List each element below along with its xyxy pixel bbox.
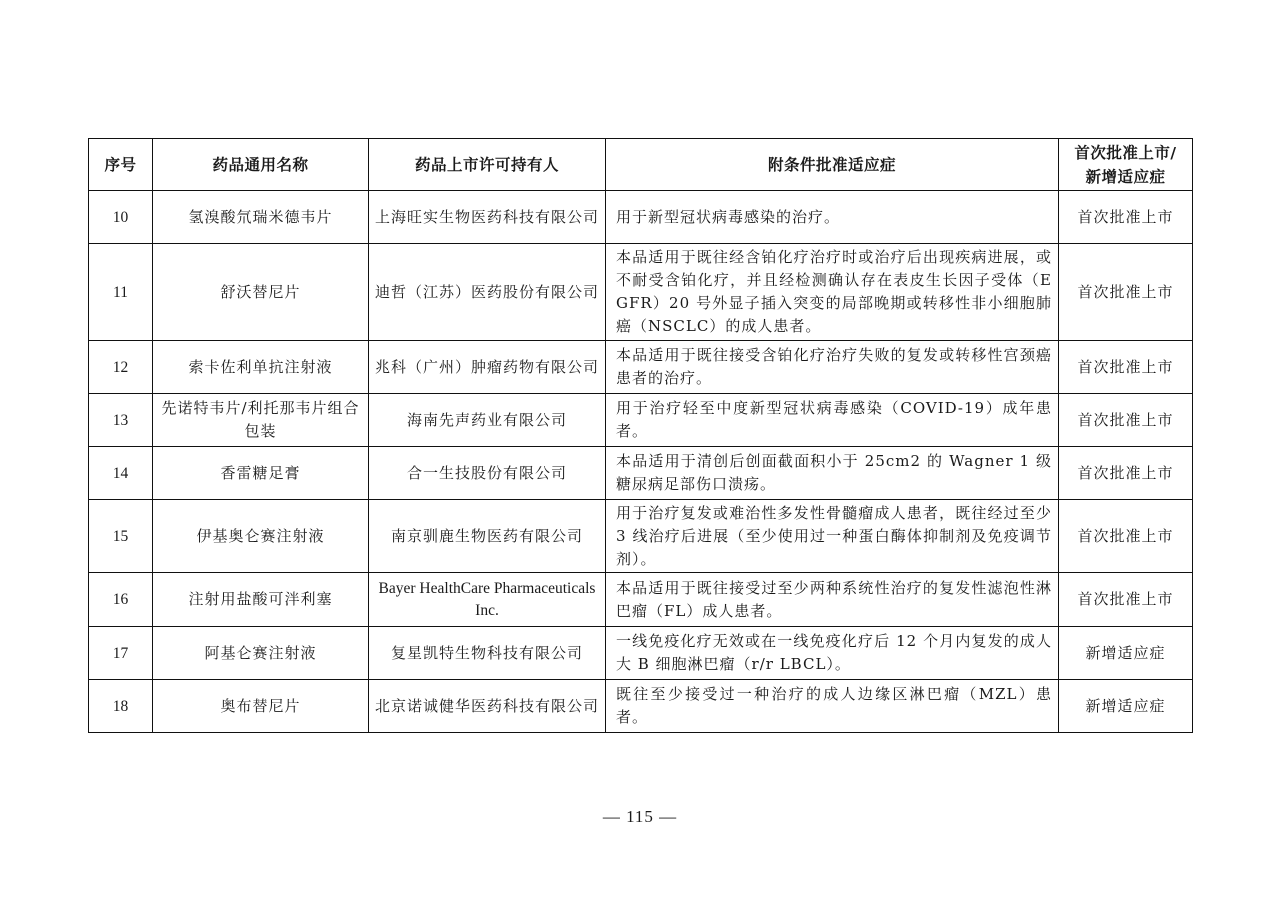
table-row (89, 244, 1193, 341)
license-holder: 南京驯鹿生物医药有限公司 (369, 500, 606, 573)
header-drug-name: 药品通用名称 (153, 139, 369, 191)
header-license-holder: 药品上市许可持有人 (369, 139, 606, 191)
indication: 用于治疗复发或难治性多发性骨髓瘤成人患者，既往经过至少 3 线治疗后进展（至少使用过一种蛋白酶体抑制剂及免疫调节剂）。 (606, 500, 1059, 573)
row-number: 17 (89, 627, 153, 680)
row-number: 12 (89, 341, 153, 394)
license-holder: Bayer HealthCare Pharmaceuticals Inc. (369, 573, 606, 627)
indication: 用于治疗轻至中度新型冠状病毒感染（COVID-19）成年患者。 (606, 394, 1059, 447)
drug-name: 香雷糖足膏 (153, 447, 369, 500)
indication: 本品适用于既往接受过至少两种系统性治疗的复发性滤泡性淋巴瘤（FL）成人患者。 (606, 573, 1059, 627)
row-number: 13 (89, 394, 153, 447)
indication: 一线免疫化疗无效或在一线免疫化疗后 12 个月内复发的成人大 B 细胞淋巴瘤（r/r LBCL）。 (606, 627, 1059, 680)
license-holder: 复星凯特生物科技有限公司 (369, 627, 606, 680)
drug-approval-table (88, 138, 1193, 733)
table-row (89, 191, 1193, 244)
row-number: 16 (89, 573, 153, 627)
approval-type: 首次批准上市 (1059, 447, 1193, 500)
license-holder: 合一生技股份有限公司 (369, 447, 606, 500)
row-number: 11 (89, 244, 153, 341)
table-header-row (89, 139, 1193, 191)
drug-name: 先诺特韦片/利托那韦片组合包装 (153, 394, 369, 447)
approval-type: 新增适应症 (1059, 627, 1193, 680)
indication: 本品适用于清创后创面截面积小于 25cm2 的 Wagner 1 级糖尿病足部伤口溃疡。 (606, 447, 1059, 500)
approval-type: 首次批准上市 (1059, 341, 1193, 394)
drug-name: 舒沃替尼片 (153, 244, 369, 341)
license-holder: 海南先声药业有限公司 (369, 394, 606, 447)
approval-type: 首次批准上市 (1059, 500, 1193, 573)
indication: 本品适用于既往经含铂化疗治疗时或治疗后出现疾病进展，或不耐受含铂化疗，并且经检测确认存在表皮生长因子受体（EGFR）20 号外显子插入突变的局部晚期或转移性非小细胞肺癌（NSCLC）的成人患者。 (606, 244, 1059, 341)
drug-name: 注射用盐酸可泮利塞 (153, 573, 369, 627)
indication: 用于新型冠状病毒感染的治疗。 (606, 191, 1059, 244)
license-holder: 北京诺诚健华医药科技有限公司 (369, 680, 606, 733)
header-indication: 附条件批准适应症 (606, 139, 1059, 191)
row-number: 10 (89, 191, 153, 244)
table-row (89, 500, 1193, 573)
approval-type: 首次批准上市 (1059, 394, 1193, 447)
table-row (89, 573, 1193, 627)
header-approval-type-line1: 首次批准上市/ (1074, 143, 1177, 162)
approval-type: 新增适应症 (1059, 680, 1193, 733)
table-row (89, 394, 1193, 447)
header-serial-number: 序号 (89, 139, 153, 191)
approval-type: 首次批准上市 (1059, 191, 1193, 244)
approval-type: 首次批准上市 (1059, 244, 1193, 341)
row-number: 15 (89, 500, 153, 573)
indication: 既往至少接受过一种治疗的成人边缘区淋巴瘤（MZL）患者。 (606, 680, 1059, 733)
header-approval-type-line2: 新增适应症 (1085, 167, 1166, 186)
drug-name: 阿基仑赛注射液 (153, 627, 369, 680)
page-number: — 115 — (602, 807, 678, 826)
license-holder: 上海旺实生物医药科技有限公司 (369, 191, 606, 244)
row-number: 18 (89, 680, 153, 733)
header-approval-type (1059, 139, 1193, 191)
row-number: 14 (89, 447, 153, 500)
table-row (89, 447, 1193, 500)
drug-name: 索卡佐利单抗注射液 (153, 341, 369, 394)
table-row (89, 680, 1193, 733)
drug-name: 奥布替尼片 (153, 680, 369, 733)
drug-name: 氢溴酸氘瑞米德韦片 (153, 191, 369, 244)
license-holder: 兆科（广州）肿瘤药物有限公司 (369, 341, 606, 394)
drug-name: 伊基奥仑赛注射液 (153, 500, 369, 573)
indication: 本品适用于既往接受含铂化疗治疗失败的复发或转移性宫颈癌患者的治疗。 (606, 341, 1059, 394)
table-row (89, 341, 1193, 394)
table-row (89, 627, 1193, 680)
approval-type: 首次批准上市 (1059, 573, 1193, 627)
license-holder: 迪哲（江苏）医药股份有限公司 (369, 244, 606, 341)
